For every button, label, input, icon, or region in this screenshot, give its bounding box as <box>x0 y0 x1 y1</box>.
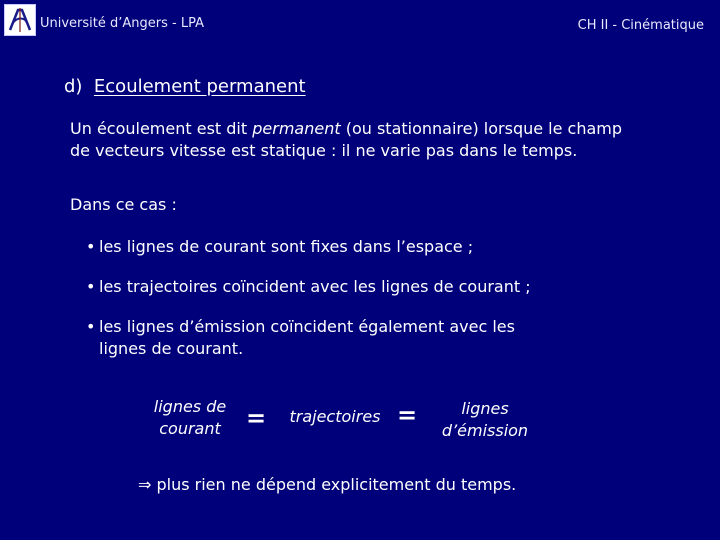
definition-paragraph <box>70 118 710 162</box>
equals-sign: = <box>246 404 267 432</box>
intro-line2: de vecteurs vitesse est statique : il ne varie pas dans le temps. <box>70 141 578 160</box>
section-heading: Ecoulement permanent <box>93 76 306 97</box>
section-title <box>64 76 306 97</box>
section-label: d) <box>64 76 83 97</box>
intro-after: (ou stationnaire) lorsque le champ <box>340 119 623 138</box>
bullet-item <box>86 316 686 360</box>
bullet-item <box>86 236 686 258</box>
bullet-icon: • <box>86 317 96 336</box>
equation-term-streamlines <box>140 396 240 440</box>
equation-term-line: courant <box>159 419 221 438</box>
header-institution: Université d’Angers - LPA <box>40 16 204 31</box>
bullet-item <box>86 276 686 298</box>
equals-sign: = <box>397 401 418 429</box>
equation-term-line: lignes de <box>153 397 227 416</box>
university-logo-icon <box>4 4 36 36</box>
equation-term-line: lignes <box>461 399 509 418</box>
bullet-text: les lignes de courant sont fixes dans l’espace ; <box>99 237 474 256</box>
bullet-text-continued: lignes de courant. <box>99 339 244 358</box>
header-chapter: CH II - Cinématique <box>577 18 704 33</box>
conclusion <box>138 475 516 494</box>
implies-arrow-icon: ⇒ <box>138 475 152 494</box>
equation-term-trajectories: trajectoires <box>289 407 381 426</box>
bullet-text: les lignes d’émission coïncident également avec les <box>99 317 515 336</box>
bullet-text: les trajectoires coïncident avec les lignes de courant ; <box>99 277 531 296</box>
intro-emphasis: permanent <box>252 119 341 138</box>
bullet-icon: • <box>86 237 96 256</box>
bullet-icon: • <box>86 277 96 296</box>
case-label: Dans ce cas : <box>70 195 177 214</box>
equation-term-streaklines <box>430 398 540 442</box>
intro-before: Un écoulement est dit <box>70 119 253 138</box>
equation-term-line: d’émission <box>441 421 529 440</box>
conclusion-text: plus rien ne dépend explicitement du temps. <box>151 475 517 494</box>
